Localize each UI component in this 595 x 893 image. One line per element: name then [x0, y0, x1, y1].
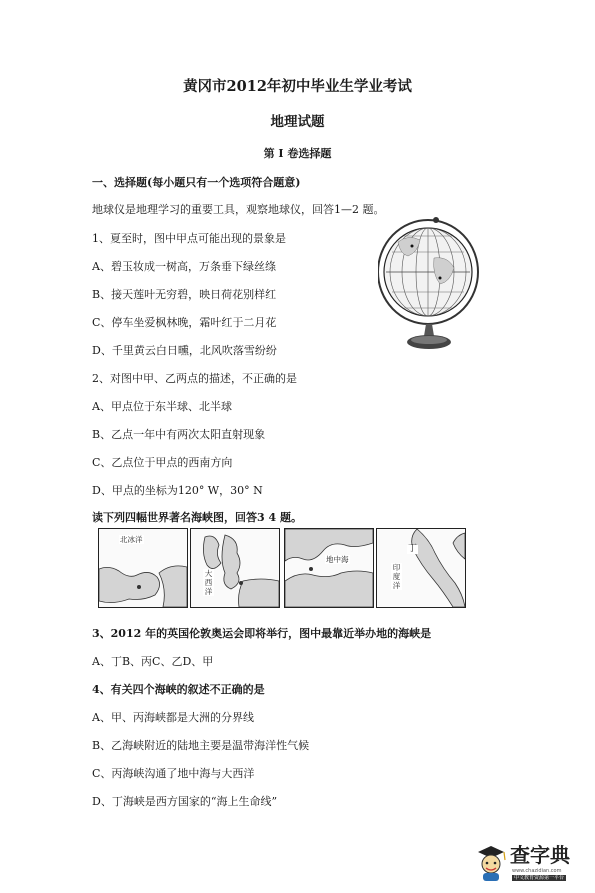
watermark-logo [474, 838, 590, 888]
map1-label: 北冰洋 [120, 535, 143, 544]
intro-straits: 读下列四幅世界著名海峡图，回答3 4 题。 [92, 511, 302, 524]
q4-option-b: B、乙海峡附近的陆地主要是温带海洋性气候 [92, 739, 310, 752]
q4-stem: 4、有关四个海峡的叙述不正确的是 [92, 683, 265, 696]
watermark-tagline: 中文教育资源第一平台 [514, 875, 565, 881]
strait-map-1 [98, 528, 188, 608]
q1-stem: 1、夏至时，图中甲点可能出现的景象是 [92, 232, 286, 245]
exam-title: 黄冈市2012年初中毕业生学业考试 [183, 78, 412, 95]
strait-map-3 [284, 528, 374, 608]
intro-globe: 地球仪是地理学习的重要工具，观察地球仪，回答1—2 题。 [92, 203, 385, 216]
strait-map-4 [376, 528, 466, 608]
strait-map-2 [190, 528, 280, 608]
q3-stem: 3、2012 年的英国伦敦奥运会即将举行，图中最靠近举办地的海峡是 [92, 627, 432, 640]
q2-option-d: D、甲点的坐标为120° W，30° N [92, 484, 263, 497]
map2-label: 大西洋 [204, 569, 213, 596]
q1-option-b: B、接天莲叶无穷碧，映日荷花别样红 [92, 288, 277, 301]
q2-stem: 2、对图中甲、乙两点的描述，不正确的是 [92, 372, 297, 385]
map4-label-ding: 丁 [408, 544, 418, 554]
q2-option-b: B、乙点一年中有两次太阳直射现象 [92, 428, 266, 441]
q4-option-a: A、甲、丙海峡都是大洲的分界线 [92, 711, 254, 724]
map3-label: 地中海 [326, 555, 349, 564]
section-heading: 第 I 卷选择题 [263, 147, 332, 160]
q2-option-a: A、甲点位于东半球、北半球 [92, 400, 232, 413]
exam-subtitle: 地理试题 [270, 114, 325, 130]
mascot-icon [474, 842, 508, 882]
globe-figure [378, 212, 488, 354]
q4-option-d: D、丁海峡是西方国家的“海上生命线” [92, 795, 278, 808]
watermark-url: www.chazidian.com [512, 868, 562, 874]
q1-option-d: D、千里黄云白日曛，北风吹落雪纷纷 [92, 344, 277, 357]
q4-option-c: C、丙海峡沟通了地中海与大西洋 [92, 767, 255, 780]
q2-option-c: C、乙点位于甲点的西南方向 [92, 456, 233, 469]
map4-label-ocean: 印度洋 [392, 563, 401, 590]
q1-option-c: C、停车坐爱枫林晚，霜叶红于二月花 [92, 316, 277, 329]
watermark-brand: 查字典 [510, 843, 570, 867]
q1-option-a: A、碧玉妆成一树高，万条垂下绿丝绦 [92, 260, 276, 273]
part-heading: 一、选择题(每小题只有一个选项符合题意) [92, 176, 301, 189]
q3-options: A、丁B、丙C、乙D、甲 [92, 655, 214, 668]
